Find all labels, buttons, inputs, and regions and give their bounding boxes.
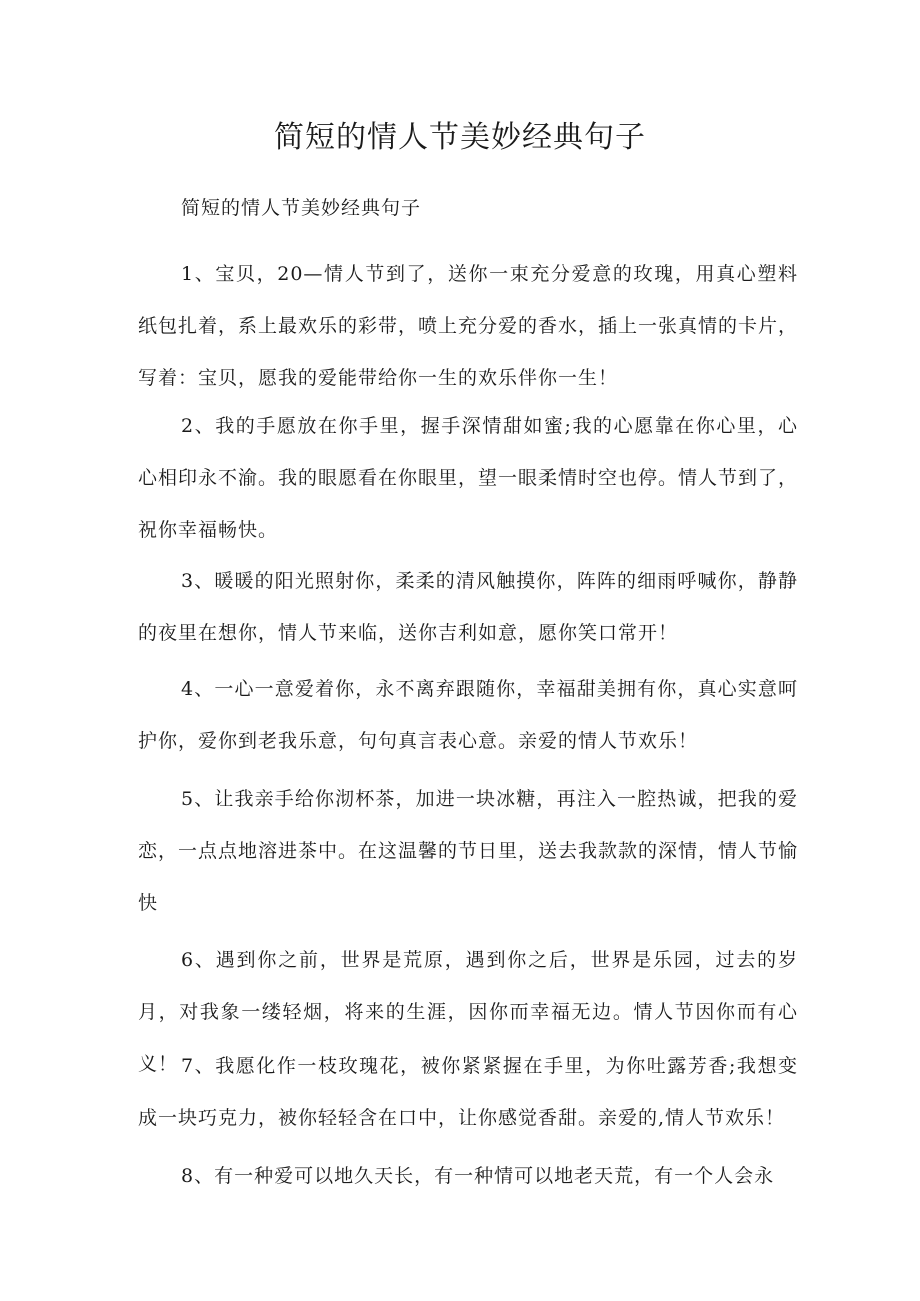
paragraph-8: 8、有一种爱可以地久天长，有一种情可以地老天荒，有一个人会永 (181, 1165, 775, 1187)
paragraph-7: 7、我愿化作一枝玫瑰花，被你紧紧握在手里，为你吐露芳香;我想变成一块巧克力，被你轻轻含在口中，让你感觉香甜。亲爱的,情人节欢乐！ (138, 1055, 798, 1129)
paragraph-6: 6、遇到你之前，世界是荒原，遇到你之后，世界是乐园，过去的岁月，对我象一缕轻烟，将来的生涯，因你而幸福无边。情人节因你而有心义！ (138, 949, 798, 1075)
paragraph-3: 3、暖暖的阳光照射你，柔柔的清风触摸你，阵阵的细雨呼喊你，静静的夜里在想你，情人节来临，送你吉利如意，愿你笑口常开！ (138, 570, 798, 644)
paragraph-2: 2、我的手愿放在你手里，握手深情甜如蜜;我的心愿靠在你心里，心心相印永不渝。我的眼愿看在你眼里，望一眼柔情时空也停。情人节到了，祝你幸福畅快。 (138, 415, 799, 541)
paragraph-5: 5、让我亲手给你沏杯茶，加进一块冰糖，再注入一腔热诚，把我的爱恋，一点点地溶进茶中。在这温馨的节日里，送去我款款的深情，情人节愉快 (138, 788, 799, 914)
paragraph-1: 1、宝贝，20—情人节到了，送你一束充分爱意的玫瑰，用真心塑料纸包扎着，系上最欢乐的彩带，喷上充分爱的香水，插上一张真情的卡片，写着：宝贝，愿我的爱能带给你一生的欢乐伴你一生！ (138, 263, 799, 389)
paragraph-4: 4、一心一意爱着你，永不离弃跟随你，幸福甜美拥有你，真心实意呵护你，爱你到老我乐意，句句真言表心意。亲爱的情人节欢乐！ (138, 678, 798, 752)
document-title: 简短的情人节美妙经典句子 (274, 120, 646, 155)
document-subtitle: 简短的情人节美妙经典句子 (181, 197, 422, 219)
